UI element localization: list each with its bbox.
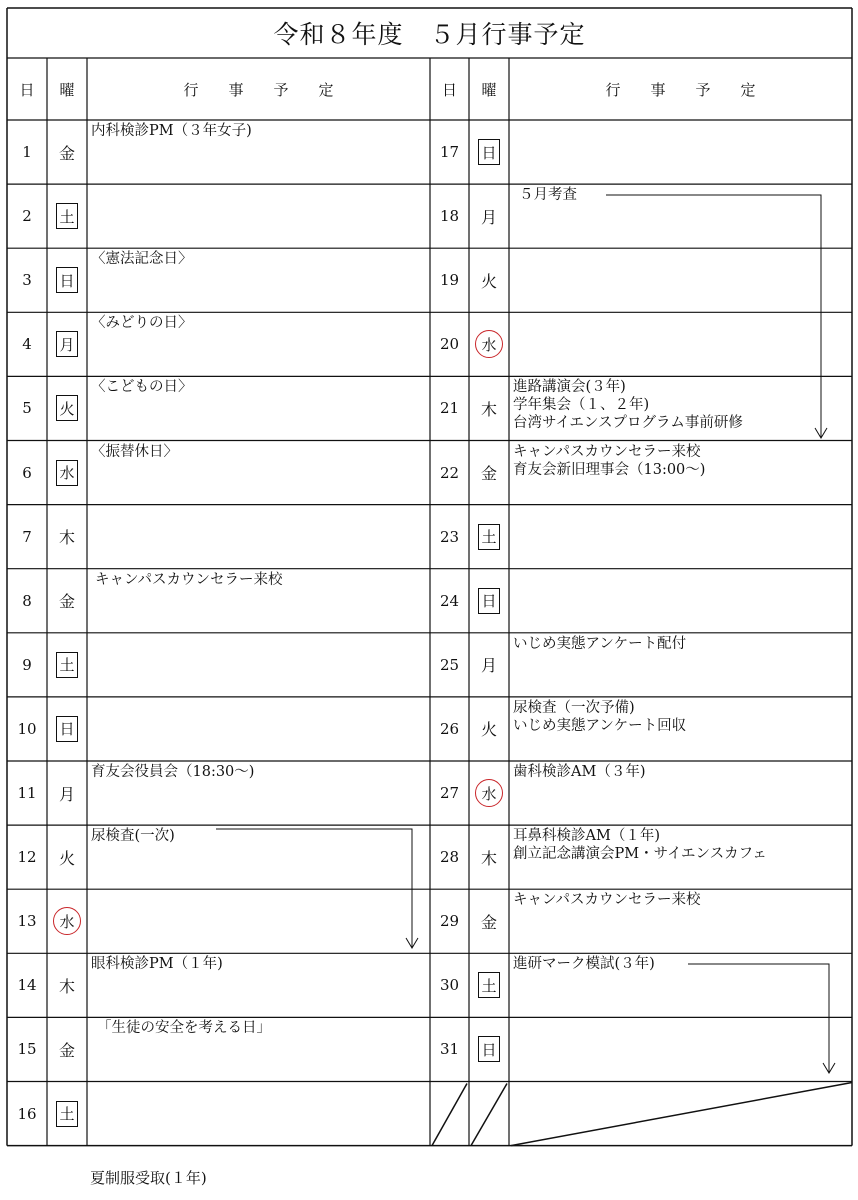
right-events-cell <box>509 441 852 505</box>
left-header-day: 日 <box>19 80 35 99</box>
left-day-number: 15 <box>17 1040 37 1059</box>
weekday-label: 木 <box>58 976 75 996</box>
weekday-label: 火 <box>480 720 497 740</box>
event-item: 〈憲法記念日〉 <box>91 251 193 268</box>
right-header-weekday: 曜 <box>481 80 497 99</box>
left-weekday <box>47 1017 87 1081</box>
footer-note: 夏制服受取(１年) <box>90 1169 207 1187</box>
right-weekday <box>469 761 509 825</box>
right-day-number: 23 <box>439 527 460 546</box>
right-header-events: 行 事 予 定 <box>605 80 756 99</box>
right-weekday <box>469 505 509 569</box>
right-weekday <box>469 120 509 184</box>
right-events-cell <box>509 953 852 1017</box>
right-day-number: 18 <box>439 207 460 226</box>
holiday-box-mark: 日 <box>478 139 500 165</box>
right-events-cell <box>509 569 852 633</box>
left-weekday <box>47 569 87 633</box>
page-title: 令和８年度 ５月行事予定 <box>273 20 586 49</box>
event-item: キャンパスカウンセラー来校 <box>513 892 701 909</box>
right-events-cell <box>509 697 852 761</box>
left-events-cell <box>87 1017 430 1081</box>
right-events-cell <box>509 248 852 312</box>
holiday-box-mark: 日 <box>478 1036 500 1062</box>
weekday-label: 金 <box>480 912 497 932</box>
left-day-number: 13 <box>17 912 37 931</box>
left-events-cell <box>87 569 430 633</box>
holiday-box-mark: 日 <box>478 588 500 614</box>
left-weekday <box>47 505 87 569</box>
left-day-number: 7 <box>22 527 32 546</box>
left-weekday <box>47 312 87 376</box>
right-day-number: 30 <box>439 976 460 995</box>
weekday-label: 月 <box>58 784 75 804</box>
right-weekday <box>469 825 509 889</box>
weekday-label: 月 <box>480 207 497 227</box>
right-weekday <box>469 441 509 505</box>
holiday-box-mark: 月 <box>56 331 78 357</box>
event-item: 「生徒の安全を考える日」 <box>97 1020 271 1037</box>
event-item: 進研マーク模試(３年) <box>513 956 655 973</box>
left-weekday <box>47 376 87 440</box>
event-item: 歯科検診AM（３年) <box>513 764 646 780</box>
left-day-number: 3 <box>22 271 32 290</box>
left-events-cell <box>87 184 430 248</box>
event-item: いじめ実態アンケート回収 <box>513 717 687 734</box>
right-weekday <box>469 1017 509 1081</box>
event-item: 尿検査（一次予備) <box>513 699 635 716</box>
right-events-cell <box>509 376 852 440</box>
left-day-number: 11 <box>17 784 37 803</box>
weekday-label: 金 <box>58 1040 75 1060</box>
right-events-cell <box>509 1017 852 1081</box>
right-weekday <box>469 633 509 697</box>
left-header-events: 行 事 予 定 <box>183 80 334 99</box>
right-day-number: 31 <box>439 1040 460 1059</box>
right-events-cell <box>509 825 852 889</box>
right-day-number: 19 <box>439 271 460 290</box>
left-weekday <box>47 248 87 312</box>
right-weekday <box>469 889 509 953</box>
left-weekday <box>47 697 87 761</box>
right-weekday <box>469 569 509 633</box>
left-events-cell <box>87 633 430 697</box>
right-events-cell <box>509 633 852 697</box>
left-events-cell <box>87 505 430 569</box>
left-weekday <box>47 761 87 825</box>
event-item: 眼科検診PM（１年) <box>91 956 223 973</box>
left-events-cell <box>87 376 430 440</box>
right-weekday <box>469 184 509 248</box>
left-day-number: 6 <box>22 463 32 482</box>
right-events-cell <box>509 761 852 825</box>
right-day-number: 27 <box>439 784 460 803</box>
right-events-cell <box>509 184 852 248</box>
left-events-cell <box>87 312 430 376</box>
weekday-label: 火 <box>58 848 75 868</box>
holiday-box-mark: 水 <box>56 460 78 486</box>
left-weekday <box>47 184 87 248</box>
event-item: 尿検査(一次) <box>91 828 175 845</box>
event-item: いじめ実態アンケート配付 <box>513 635 687 652</box>
right-day-number: 20 <box>439 335 460 354</box>
left-events-cell <box>87 889 430 953</box>
event-item: キャンパスカウンセラー来校 <box>513 443 701 460</box>
event-item: 育友会役員会（18:30～) <box>91 764 255 780</box>
left-day-number: 2 <box>22 207 32 226</box>
holiday-box-mark: 土 <box>56 1101 78 1127</box>
event-item: 進路講演会(３年) <box>513 379 626 396</box>
left-day-number: 16 <box>17 1104 37 1123</box>
event-item: 内科検診PM（３年女子) <box>91 123 252 139</box>
right-events-cell <box>509 120 852 184</box>
holiday-box-mark: 土 <box>56 203 78 229</box>
holiday-box-mark: 土 <box>56 652 78 678</box>
left-weekday <box>47 825 87 889</box>
holiday-box-mark: 土 <box>478 524 500 550</box>
right-day-number: 29 <box>439 912 460 931</box>
right-day-number: 17 <box>439 143 460 162</box>
left-weekday <box>47 953 87 1017</box>
left-day-number: 8 <box>22 591 32 610</box>
event-item: 創立記念講演会PM・サイエンスカフェ <box>513 846 767 863</box>
circle-mark: 水 <box>475 330 503 358</box>
left-day-number: 10 <box>17 719 37 738</box>
left-day-number: 5 <box>22 399 32 418</box>
left-weekday <box>47 120 87 184</box>
circle-mark: 水 <box>475 779 503 807</box>
right-day-number: 22 <box>439 463 460 482</box>
right-weekday <box>469 376 509 440</box>
event-item: 耳鼻科検診AM（１年) <box>513 828 660 845</box>
event-item: 台湾サイエンスプログラム事前研修 <box>513 415 743 432</box>
weekday-label: 金 <box>480 464 497 484</box>
left-weekday <box>47 889 87 953</box>
left-day-number: 14 <box>17 976 37 995</box>
right-header-day: 日 <box>441 80 457 99</box>
event-item: 〈振替休日〉 <box>91 443 178 460</box>
left-day-number: 1 <box>22 143 32 162</box>
left-weekday <box>47 441 87 505</box>
right-day-number: 25 <box>439 655 460 674</box>
left-weekday <box>47 1082 87 1146</box>
left-day-number: 9 <box>22 655 32 674</box>
right-events-cell <box>509 505 852 569</box>
weekday-label: 木 <box>58 528 75 548</box>
weekday-label: 月 <box>480 656 497 676</box>
left-events-cell <box>87 761 430 825</box>
left-weekday <box>47 633 87 697</box>
weekday-label: 金 <box>58 592 75 612</box>
event-item: 育友会新旧理事会（13:00～) <box>513 461 706 478</box>
left-header-weekday: 曜 <box>59 80 75 99</box>
event-item: 学年集会（１、２年) <box>513 397 650 414</box>
left-events-cell <box>87 248 430 312</box>
empty-row-slash <box>471 1084 507 1146</box>
weekday-label: 木 <box>480 399 497 419</box>
event-item: キャンパスカウンセラー来校 <box>95 571 283 588</box>
circle-mark: 水 <box>53 907 81 935</box>
left-events-cell <box>87 825 430 889</box>
left-events-cell <box>87 120 430 184</box>
weekday-label: 火 <box>480 271 497 291</box>
right-day-number: 21 <box>439 399 460 418</box>
left-events-cell <box>87 953 430 1017</box>
right-day-number: 26 <box>439 719 460 738</box>
left-day-number: 4 <box>22 335 32 354</box>
event-item: 〈みどりの日〉 <box>91 315 193 332</box>
right-weekday <box>469 312 509 376</box>
right-weekday <box>469 248 509 312</box>
empty-row-slash <box>511 1083 852 1146</box>
right-events-cell <box>509 312 852 376</box>
holiday-box-mark: 日 <box>56 716 78 742</box>
holiday-box-mark: 土 <box>478 972 500 998</box>
left-day-number: 12 <box>17 848 37 867</box>
weekday-label: 金 <box>58 143 75 163</box>
empty-row-slash <box>432 1084 467 1146</box>
right-day-number: 28 <box>439 848 460 867</box>
right-events-cell <box>509 889 852 953</box>
left-events-cell <box>87 441 430 505</box>
left-events-cell <box>87 697 430 761</box>
left-events-cell <box>87 1082 430 1146</box>
holiday-box-mark: 日 <box>56 267 78 293</box>
right-day-number: 24 <box>439 591 460 610</box>
event-item: ５月考査 <box>519 187 577 204</box>
right-weekday <box>469 697 509 761</box>
holiday-box-mark: 火 <box>56 395 78 421</box>
event-item: 〈こどもの日〉 <box>91 379 193 396</box>
weekday-label: 木 <box>480 848 497 868</box>
right-weekday <box>469 953 509 1017</box>
